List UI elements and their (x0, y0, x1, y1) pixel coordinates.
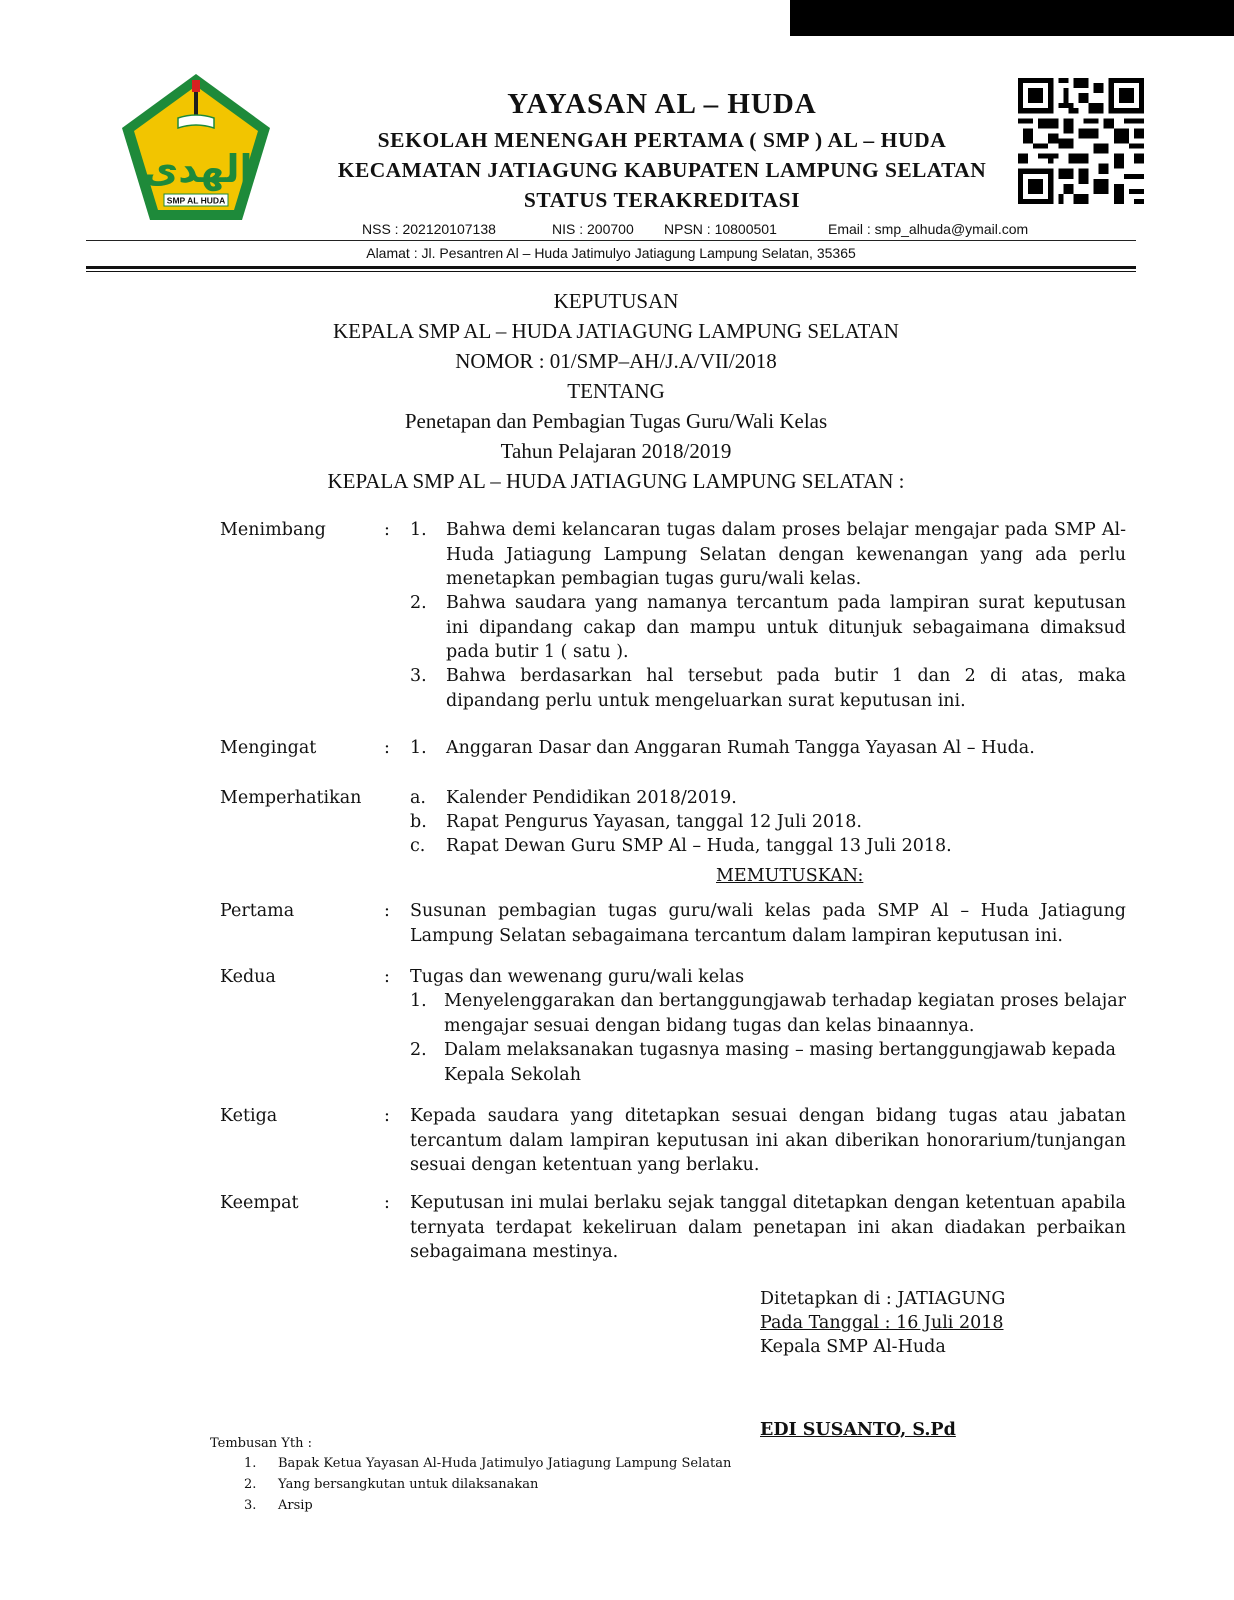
kedua-num-2: 2. (410, 1040, 427, 1060)
decree-number: NOMOR : 01/SMP–AH/J.A/VII/2018 (455, 349, 777, 373)
district-name: KECAMATAN JATIAGUNG KABUPATEN LAMPUNG SELATAN (337, 158, 987, 182)
menimbang-item-2: Bahwa saudara yang namanya tercantum pada lampiran surat keputusan ini dipandang cakap dan mampu untuk ditunjuk sebagaimana dimaksud pada butir 1 ( satu ). (446, 593, 1126, 662)
pertama-label: Pertama (220, 901, 295, 921)
accreditation-status: STATUS TERAKREDITASI (523, 188, 801, 212)
memperhatikan-item-a: Kalender Pendidikan 2018/2019. (446, 788, 737, 808)
foundation-name: YAYASAN AL – HUDA (507, 88, 817, 120)
memperhatikan-num-a: a. (410, 788, 426, 808)
header-double-rule-thick (86, 266, 1136, 269)
mengingat-label: Mengingat (220, 738, 317, 758)
header-double-rule-thin (86, 271, 1136, 272)
signature-position: Kepala SMP Al-Huda (760, 1337, 946, 1357)
tembusan-num-1: 1. (244, 1456, 257, 1471)
keempat-colon: : (384, 1193, 390, 1213)
kedua-label: Kedua (220, 967, 276, 987)
signature-place: Ditetapkan di : JATIAGUNG (760, 1289, 1006, 1309)
mengingat-num-1: 1. (410, 738, 427, 758)
npsn-number: NPSN : 10800501 (664, 221, 777, 237)
memutuskan-heading: MEMUTUSKAN: (716, 866, 864, 886)
menimbang-colon: : (384, 520, 390, 540)
nss-number: NSS : 202120107138 (362, 221, 496, 237)
keempat-text: Keputusan ini mulai berlaku sejak tanggal ditetapkan dengan ketentuan apabila ternyata terdapat kekeliruan dalam penetapan ini akan diadakan perbaikan sebagaimana mestinya. (410, 1193, 1126, 1262)
tembusan-item-2: Yang bersangkutan untuk dilaksanakan (278, 1477, 539, 1492)
school-email: Email : smp_alhuda@ymail.com (828, 221, 1029, 237)
logo-arabic: الهدى (143, 147, 253, 191)
memperhatikan-num-b: b. (410, 812, 427, 832)
tembusan-num-3: 3. (244, 1498, 257, 1513)
redaction-bar (790, 0, 1234, 36)
signature-date: Pada Tanggal : 16 Juli 2018 (760, 1313, 1004, 1333)
kedua-colon: : (384, 967, 390, 987)
memperhatikan-num-c: c. (410, 836, 426, 856)
decree-school-year: Tahun Pelajaran 2018/2019 (500, 439, 732, 463)
ketiga-text: Kepada saudara yang ditetapkan sesuai dengan bidang tugas atau jabatan tercantum dalam lampiran keputusan ini akan diberikan honorarium/tunjangan sesuai dengan ketentuan yang berlaku. (410, 1106, 1126, 1175)
mengingat-item-1: Anggaran Dasar dan Anggaran Rumah Tangga Yayasan Al – Huda. (446, 738, 1035, 758)
mengingat-colon: : (384, 738, 390, 758)
decree-issuer: KEPALA SMP AL – HUDA JATIAGUNG LAMPUNG SELATAN (333, 319, 899, 343)
logo-text: SMP AL HUDA (166, 195, 226, 206)
header-divider (86, 240, 1136, 241)
signatory-name: EDI SUSANTO, S.Pd (760, 1420, 956, 1440)
tembusan-item-3: Arsip (278, 1498, 313, 1513)
kedua-item-1: Menyelenggarakan dan bertanggungjawab terhadap kegiatan proses belajar mengajar sesuai dengan bidang tugas dan kelas binaannya. (444, 991, 1126, 1036)
decree-subject: Penetapan dan Pembagian Tugas Guru/Wali Kelas (404, 409, 828, 433)
school-logo (118, 70, 274, 232)
memperhatikan-item-c: Rapat Dewan Guru SMP Al – Huda, tanggal 13 Juli 2018. (446, 836, 952, 856)
decree-about: TENTANG (567, 379, 665, 403)
menimbang-num-3: 3. (410, 666, 427, 686)
menimbang-item-3: Bahwa berdasarkan hal tersebut pada butir 1 dan 2 di atas, maka dipandang perlu untuk mengeluarkan surat keputusan ini. (446, 666, 1126, 711)
keempat-label: Keempat (220, 1193, 299, 1213)
tembusan-num-2: 2. (244, 1477, 257, 1492)
pertama-colon: : (384, 901, 390, 921)
kedua-item-2: Dalam melaksanakan tugasnya masing – masing bertanggungjawab kepada Kepala Sekolah (444, 1040, 1116, 1085)
tembusan-item-1: Bapak Ketua Yayasan Al-Huda Jatimulyo Jatiagung Lampung Selatan (278, 1456, 732, 1471)
menimbang-num-2: 2. (410, 593, 427, 613)
menimbang-item-1: Bahwa demi kelancaran tugas dalam proses belajar mengajar pada SMP Al-Huda Jatiagung Lampung Selatan dengan kewenangan yang ada perlu menetapkan pembagian tugas guru/wali kelas. (446, 520, 1126, 589)
menimbang-num-1: 1. (410, 520, 427, 540)
pertama-text: Susunan pembagian tugas guru/wali kelas pada SMP Al – Huda Jatiagung Lampung Selatan sebagaimana tercantum dalam lampiran keputusan ini. (410, 901, 1126, 946)
ketiga-colon: : (384, 1106, 390, 1126)
decree-title: KEPUTUSAN (553, 289, 679, 313)
tembusan-title: Tembusan Yth : (210, 1436, 312, 1451)
school-name: SEKOLAH MENENGAH PERTAMA ( SMP ) AL – HUDA (377, 128, 947, 152)
menimbang-label: Menimbang (220, 520, 326, 540)
kedua-num-1: 1. (410, 991, 427, 1011)
kedua-intro: Tugas dan wewenang guru/wali kelas (410, 967, 745, 987)
qr-code-icon (1018, 78, 1144, 204)
ketiga-label: Ketiga (220, 1106, 278, 1126)
memperhatikan-item-b: Rapat Pengurus Yayasan, tanggal 12 Juli 2018. (446, 812, 862, 832)
memperhatikan-label: Memperhatikan (220, 788, 362, 808)
school-address: Alamat : Jl. Pesantren Al – Huda Jatimulyo Jatiagung Lampung Selatan, 35365 (366, 245, 856, 261)
decree-preamble: KEPALA SMP AL – HUDA JATIAGUNG LAMPUNG SELATAN : (327, 469, 905, 493)
nis-number: NIS : 200700 (552, 221, 634, 237)
